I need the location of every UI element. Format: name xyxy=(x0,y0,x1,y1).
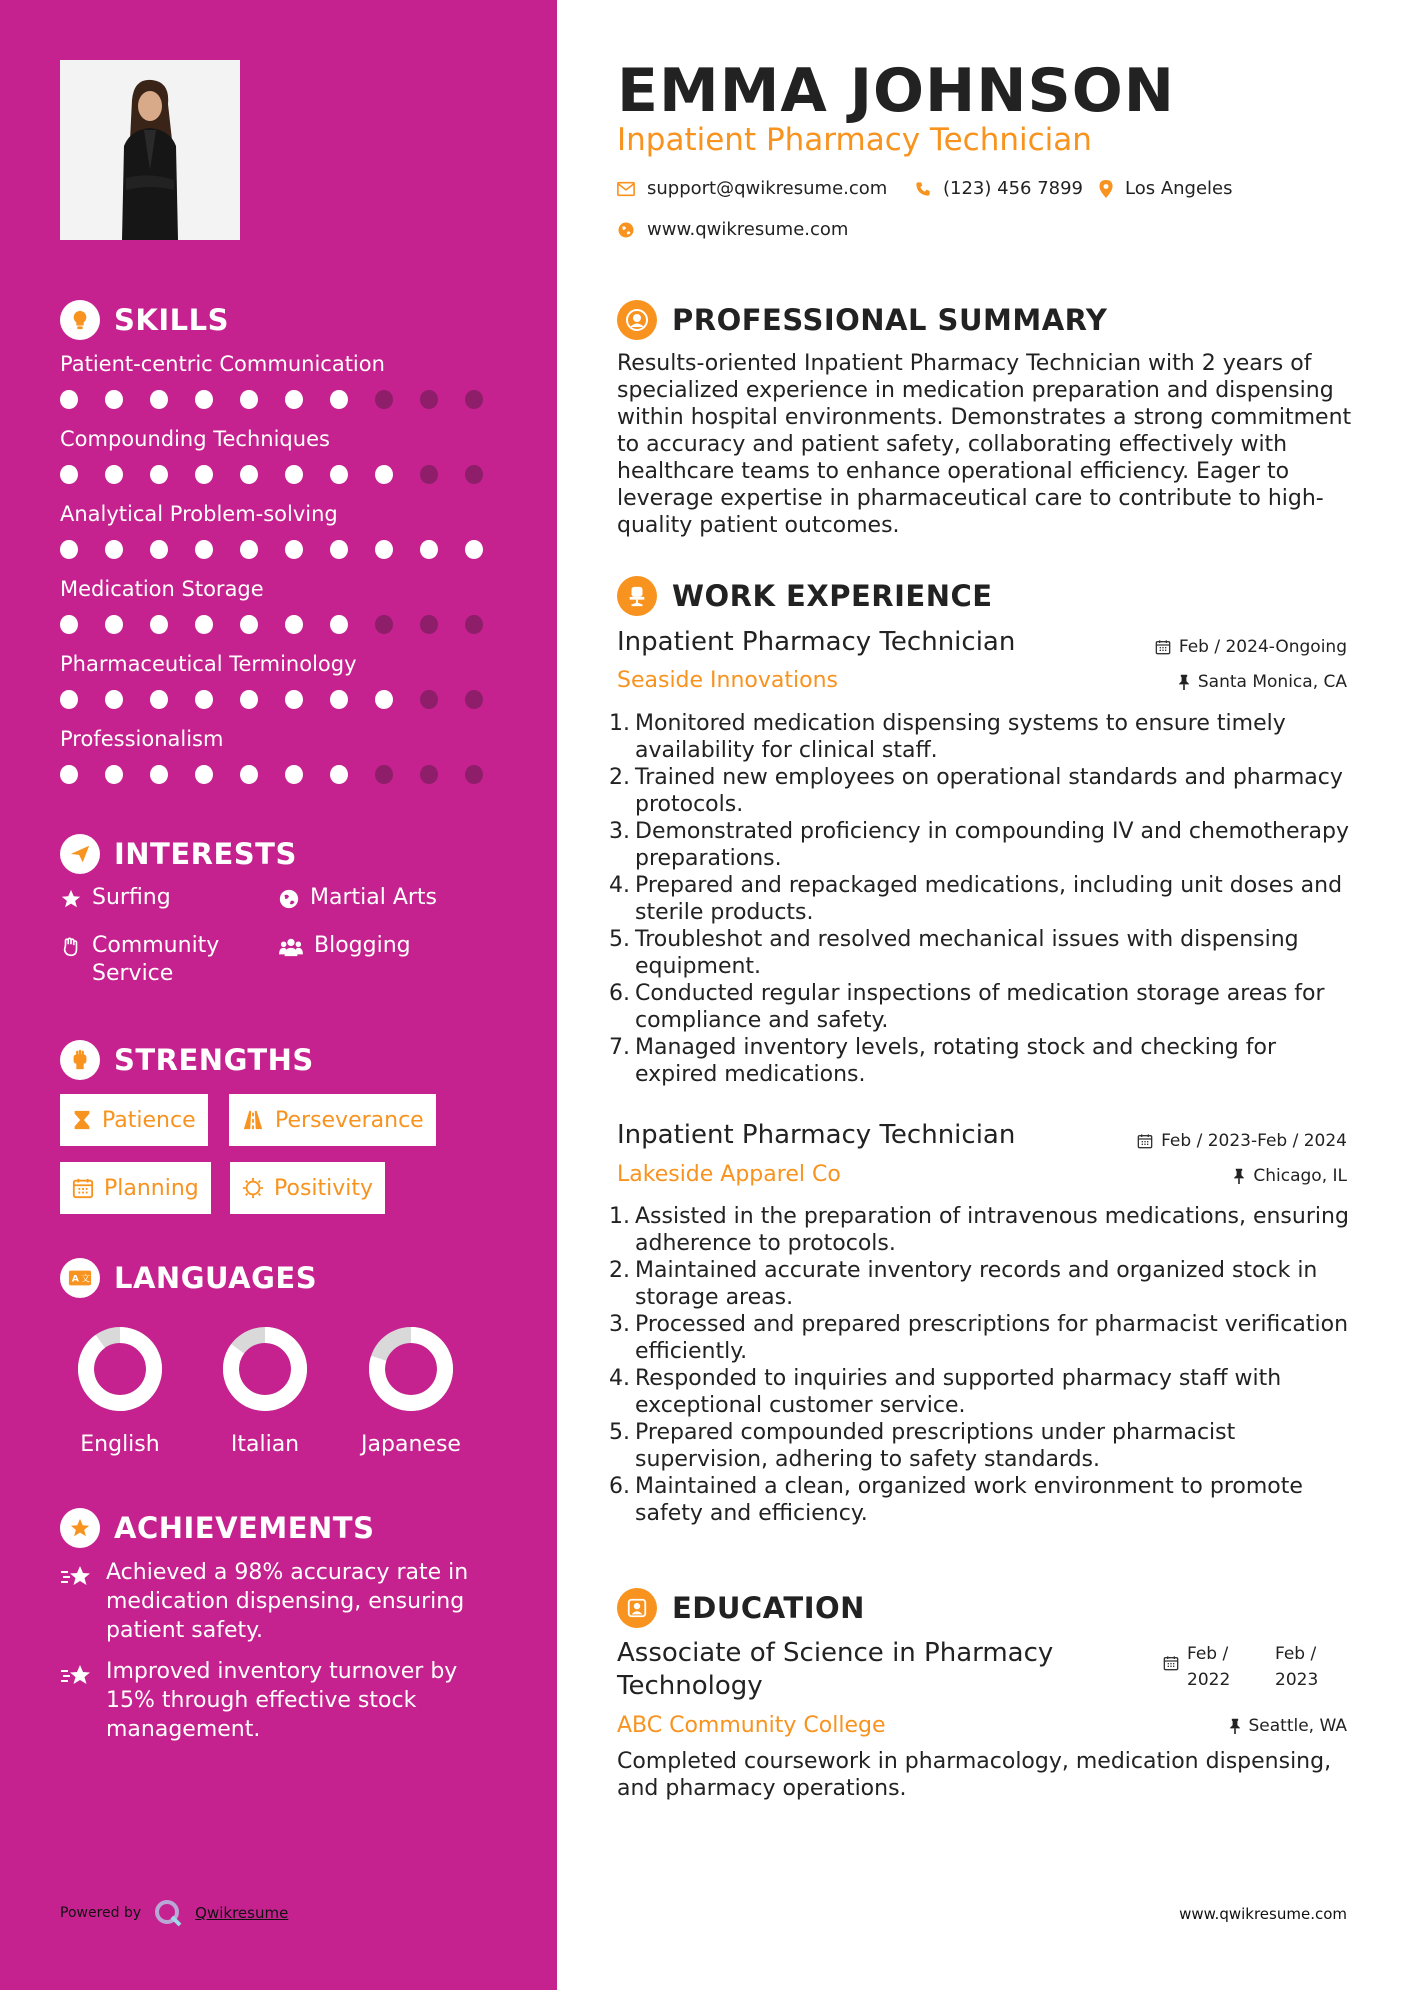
map-pin-icon xyxy=(1099,180,1113,198)
skill-name: Professionalism xyxy=(60,727,224,751)
achievement-item xyxy=(60,1558,500,1645)
job-bullets xyxy=(609,710,1357,1088)
bullet-number: 4. xyxy=(609,1366,630,1391)
experience-title: WORK EXPERIENCE xyxy=(672,579,993,613)
skill-dot xyxy=(150,690,168,709)
skill-dot xyxy=(465,465,483,484)
user-icon xyxy=(617,300,657,340)
skill-dot xyxy=(105,765,123,784)
fist-icon xyxy=(60,1040,100,1080)
language-name: Italian xyxy=(230,1432,300,1457)
job-bullets xyxy=(609,1203,1357,1527)
achievement-item xyxy=(60,1657,500,1744)
hourglass-icon xyxy=(72,1109,92,1131)
candidate-title: Inpatient Pharmacy Technician xyxy=(617,122,1092,158)
paper-plane-icon xyxy=(60,834,100,874)
skill-dot xyxy=(285,615,303,634)
skill-name: Medication Storage xyxy=(60,577,264,601)
skill-dot xyxy=(375,765,393,784)
education-dates xyxy=(1163,1641,1325,1693)
skill-dot xyxy=(105,615,123,634)
sidebar xyxy=(0,0,557,1990)
strength-badge xyxy=(229,1094,436,1146)
qwikresume-logo-icon xyxy=(153,1898,183,1928)
skill-dot xyxy=(330,540,348,559)
powered-by-label: Powered by xyxy=(60,1905,142,1921)
skill-dot xyxy=(285,765,303,784)
job-bullet xyxy=(609,1311,1357,1365)
skill-dot xyxy=(60,390,78,409)
phone-text: (123) 456 7899 xyxy=(943,178,1084,199)
skill-dot xyxy=(60,465,78,484)
job-bullet xyxy=(609,710,1357,764)
strength-label: Perseverance xyxy=(275,1107,424,1133)
email-text: support@qwikresume.com xyxy=(647,178,888,199)
bullet-text: Assisted in the preparation of intravenous medications, ensuring adherence to protocols. xyxy=(635,1204,1349,1256)
job-location xyxy=(1233,1166,1347,1186)
skill-dot xyxy=(330,765,348,784)
bullet-text: Conducted regular inspections of medication storage areas for compliance and safety. xyxy=(635,981,1325,1033)
job-company: Seaside Innovations xyxy=(617,668,838,693)
job-dates xyxy=(1137,1131,1347,1151)
sun-icon xyxy=(242,1177,264,1199)
job-bullet xyxy=(609,872,1357,926)
hand-icon xyxy=(60,936,82,958)
profile-photo xyxy=(60,60,240,240)
bullet-text: Monitored medication dispensing systems to ensure timely availability for clinical staff. xyxy=(635,711,1286,763)
job-bullet xyxy=(609,1473,1357,1527)
skill-dot xyxy=(105,390,123,409)
skill-dot xyxy=(60,765,78,784)
skill-dot xyxy=(150,465,168,484)
language-donut xyxy=(220,1324,310,1414)
main-content xyxy=(557,0,1407,1990)
languages-title: LANGUAGES xyxy=(114,1261,318,1295)
person-portrait-icon xyxy=(60,60,240,240)
skill-dot xyxy=(195,765,213,784)
language-name: Japanese xyxy=(361,1432,461,1457)
contact-location xyxy=(1099,178,1233,199)
powered-by xyxy=(60,1898,288,1928)
website-text: www.qwikresume.com xyxy=(647,219,849,240)
summary-heading xyxy=(617,300,1107,340)
bullet-number: 4. xyxy=(609,873,630,898)
achievement-text: Achieved a 98% accuracy rate in medication dispensing, ensuring patient safety. xyxy=(106,1560,469,1643)
skill-dot xyxy=(375,690,393,709)
bullet-number: 5. xyxy=(609,1420,630,1445)
language-item xyxy=(55,1324,185,1457)
skill-item xyxy=(60,577,510,634)
interest-label: Surfing xyxy=(92,885,171,910)
job-bullet xyxy=(609,1365,1357,1419)
bullet-number: 7. xyxy=(609,1035,630,1060)
job-bullet xyxy=(609,1257,1357,1311)
job-location-text: Chicago, IL xyxy=(1253,1166,1347,1186)
bullet-number: 3. xyxy=(609,1312,630,1337)
skill-item xyxy=(60,427,510,484)
globe-icon xyxy=(617,221,635,239)
contact-phone[interactable] xyxy=(915,178,1083,199)
group-icon xyxy=(278,936,304,958)
bullet-text: Maintained a clean, organized work environment to promote safety and efficiency. xyxy=(635,1474,1303,1526)
skill-rating xyxy=(60,765,510,784)
skill-dot xyxy=(240,465,258,484)
bullet-text: Trained new employees on operational standards and pharmacy protocols. xyxy=(635,765,1343,817)
job-company: Lakeside Apparel Co xyxy=(617,1162,841,1187)
skill-dot xyxy=(60,690,78,709)
skill-dot xyxy=(285,465,303,484)
shooting-star-icon xyxy=(60,1663,94,1687)
shooting-star-icon xyxy=(60,1564,94,1588)
job-bullet xyxy=(609,818,1357,872)
job-dates-text: Feb / 2024-Ongoing xyxy=(1178,637,1347,657)
skill-dot xyxy=(150,765,168,784)
skill-dot xyxy=(195,390,213,409)
skill-name: Compounding Techniques xyxy=(60,427,330,451)
graduate-icon xyxy=(617,1588,657,1628)
bullet-text: Responded to inquiries and supported pharmacy staff with exceptional customer service. xyxy=(635,1366,1282,1418)
skill-dot xyxy=(195,465,213,484)
skill-dot xyxy=(105,540,123,559)
skill-dot xyxy=(465,765,483,784)
education-location xyxy=(1229,1716,1348,1736)
svg-text:A: A xyxy=(71,1273,79,1285)
skill-dot xyxy=(240,390,258,409)
achievements-heading xyxy=(60,1508,374,1548)
strength-label: Planning xyxy=(104,1175,199,1201)
phone-icon xyxy=(915,181,931,197)
skill-item xyxy=(60,352,510,409)
skill-dot xyxy=(60,540,78,559)
svg-text:文: 文 xyxy=(80,1273,91,1285)
skill-dot xyxy=(420,465,438,484)
strength-badge xyxy=(230,1162,385,1214)
skill-dot xyxy=(330,465,348,484)
strength-label: Positivity xyxy=(274,1175,374,1201)
skill-dot xyxy=(330,390,348,409)
language-name: English xyxy=(80,1432,160,1457)
bullet-number: 1. xyxy=(609,1204,630,1229)
interest-label: Blogging xyxy=(314,933,411,958)
skill-dot xyxy=(285,540,303,559)
job-dates xyxy=(1155,637,1347,657)
skill-dot xyxy=(240,765,258,784)
education-end: Feb / 2023 xyxy=(1275,1644,1319,1690)
interest-item xyxy=(278,884,437,912)
skill-dot xyxy=(150,615,168,634)
strength-label: Patience xyxy=(102,1107,196,1133)
achievements-title: ACHIEVEMENTS xyxy=(114,1511,375,1545)
skill-dot xyxy=(465,540,483,559)
skill-item xyxy=(60,727,510,784)
bullet-number: 6. xyxy=(609,981,630,1006)
skill-dot xyxy=(240,540,258,559)
translate-icon xyxy=(60,1258,100,1298)
job-role: Inpatient Pharmacy Technician xyxy=(617,627,1016,657)
education-start: Feb / 2022 xyxy=(1187,1644,1231,1690)
skill-dot xyxy=(150,540,168,559)
interest-item xyxy=(60,932,260,988)
calendar-icon xyxy=(1163,1655,1179,1671)
language-donut xyxy=(366,1324,456,1414)
job-bullet xyxy=(609,764,1357,818)
skill-dot xyxy=(465,615,483,634)
globe-icon xyxy=(278,888,300,910)
language-item xyxy=(200,1324,330,1457)
education-description: Completed coursework in pharmacology, medication dispensing, and pharmacy operations. xyxy=(617,1749,1332,1801)
job-dates-text: Feb / 2023-Feb / 2024 xyxy=(1161,1131,1347,1151)
languages-heading xyxy=(60,1258,317,1298)
education-title: EDUCATION xyxy=(672,1591,865,1625)
contact-website[interactable] xyxy=(617,219,848,240)
skill-dot xyxy=(195,540,213,559)
strengths-title: STRENGTHS xyxy=(114,1043,314,1077)
candidate-name: EMMA JOHNSON xyxy=(617,56,1175,126)
skill-dot xyxy=(375,390,393,409)
job-bullet xyxy=(609,1034,1357,1088)
bullet-number: 1. xyxy=(609,711,630,736)
education-location-text: Seattle, WA xyxy=(1248,1716,1347,1736)
pushpin-icon xyxy=(1233,1168,1245,1184)
job-location-text: Santa Monica, CA xyxy=(1197,672,1347,692)
job-bullet xyxy=(609,1419,1357,1473)
skill-dot xyxy=(375,465,393,484)
strength-badge xyxy=(60,1094,208,1146)
footer-website[interactable]: www.qwikresume.com xyxy=(1179,1905,1347,1923)
bullet-text: Managed inventory levels, rotating stock and checking for expired medications. xyxy=(635,1035,1277,1087)
skill-dot xyxy=(420,615,438,634)
pushpin-icon xyxy=(1229,1718,1241,1734)
skill-dot xyxy=(195,615,213,634)
calendar-icon xyxy=(1155,639,1171,655)
interest-label: Community Service xyxy=(92,933,220,986)
star-icon xyxy=(60,888,82,910)
experience-heading xyxy=(617,576,993,616)
pushpin-icon xyxy=(1178,674,1190,690)
skill-dot xyxy=(195,690,213,709)
skill-dot xyxy=(105,465,123,484)
skill-dot xyxy=(465,690,483,709)
education-degree: Associate of Science in Pharmacy Technology xyxy=(617,1638,1054,1701)
skill-dot xyxy=(420,690,438,709)
location-text: Los Angeles xyxy=(1125,178,1233,199)
lightbulb-icon xyxy=(60,300,100,340)
bullet-number: 2. xyxy=(609,1258,630,1283)
language-donut xyxy=(75,1324,165,1414)
skills-heading xyxy=(60,300,229,340)
skill-dot xyxy=(240,615,258,634)
summary-title: PROFESSIONAL SUMMARY xyxy=(672,303,1108,337)
bullet-text: Troubleshot and resolved mechanical issues with dispensing equipment. xyxy=(635,927,1299,979)
job-bullet xyxy=(609,980,1357,1034)
skill-dot xyxy=(420,540,438,559)
envelope-icon xyxy=(617,181,635,197)
interest-label: Martial Arts xyxy=(310,885,438,910)
interests-title: INTERESTS xyxy=(114,837,297,871)
skill-dot xyxy=(60,615,78,634)
skill-rating xyxy=(60,390,510,409)
bullet-text: Prepared compounded prescriptions under pharmacist supervision, adhering to safety standards. xyxy=(635,1420,1236,1472)
skill-rating xyxy=(60,615,510,634)
achievement-text: Improved inventory turnover by 15% through effective stock management. xyxy=(106,1659,458,1742)
qwikresume-link[interactable]: Qwikresume xyxy=(195,1904,289,1922)
strengths-heading xyxy=(60,1040,314,1080)
bullet-text: Demonstrated proficiency in compounding IV and chemotherapy preparations. xyxy=(635,819,1350,871)
skill-dot xyxy=(285,390,303,409)
trophy-star-icon xyxy=(60,1508,100,1548)
skill-name: Analytical Problem-solving xyxy=(60,502,338,526)
calendar-icon xyxy=(1137,1133,1153,1149)
skill-dot xyxy=(420,390,438,409)
job-role: Inpatient Pharmacy Technician xyxy=(617,1120,1016,1150)
skill-dot xyxy=(375,615,393,634)
summary-text: Results-oriented Inpatient Pharmacy Technician with 2 years of specialized experience in medication preparation and dispensing within hospital environments. Demonstrates a strong commitment to accuracy and patient safety, collaborating effectively with healthcare teams to enhance operational efficiency. Eager to leverage expertise in pharmaceutical care to contribute to high-quality patient outcomes. xyxy=(617,351,1352,538)
language-item xyxy=(346,1324,476,1457)
strength-badge xyxy=(60,1162,211,1214)
job-location xyxy=(1178,672,1347,692)
skill-rating xyxy=(60,690,510,709)
office-chair-icon xyxy=(617,576,657,616)
bullet-number: 5. xyxy=(609,927,630,952)
bullet-number: 3. xyxy=(609,819,630,844)
bullet-text: Prepared and repackaged medications, including unit doses and sterile products. xyxy=(635,873,1343,925)
contact-email[interactable] xyxy=(617,178,887,199)
education-school: ABC Community College xyxy=(617,1713,886,1738)
skill-item xyxy=(60,652,510,709)
skill-rating xyxy=(60,465,510,484)
job-bullet xyxy=(609,1203,1357,1257)
skill-dot xyxy=(375,540,393,559)
bullet-number: 6. xyxy=(609,1474,630,1499)
skills-title: SKILLS xyxy=(114,303,229,337)
skill-item xyxy=(60,502,510,559)
road-icon xyxy=(241,1109,265,1131)
skill-name: Patient-centric Communication xyxy=(60,352,385,376)
education-heading xyxy=(617,1588,865,1628)
skill-dot xyxy=(420,765,438,784)
calendar-icon xyxy=(72,1177,94,1199)
interest-item xyxy=(278,932,411,960)
skill-dot xyxy=(285,690,303,709)
interests-heading xyxy=(60,834,297,874)
interest-item xyxy=(60,884,171,912)
job-bullet xyxy=(609,926,1357,980)
bullet-text: Maintained accurate inventory records and organized stock in storage areas. xyxy=(635,1258,1318,1310)
skill-dot xyxy=(330,615,348,634)
skill-dot xyxy=(330,690,348,709)
skill-name: Pharmaceutical Terminology xyxy=(60,652,357,676)
skill-dot xyxy=(150,390,168,409)
bullet-number: 2. xyxy=(609,765,630,790)
skill-dot xyxy=(240,690,258,709)
bullet-text: Processed and prepared prescriptions for pharmacist verification efficiently. xyxy=(635,1312,1349,1364)
language-donut-fill xyxy=(86,1335,154,1403)
skill-rating xyxy=(60,540,510,559)
skill-dot xyxy=(105,690,123,709)
skill-dot xyxy=(465,390,483,409)
